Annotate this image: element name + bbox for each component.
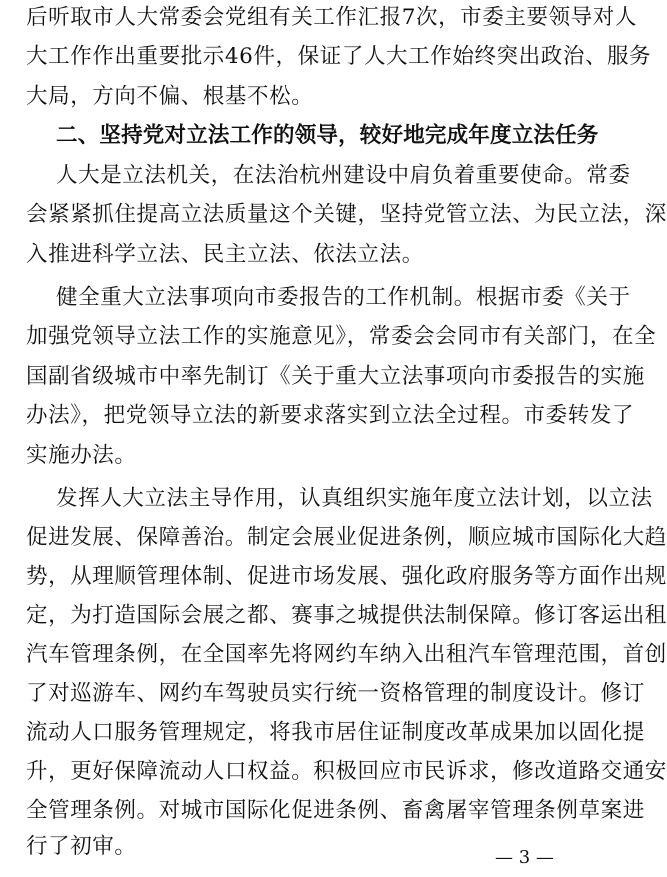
text-line: 促进发展、保障善治。制定会展业促进条例，顺应城市国际化大趋 (26, 525, 667, 550)
text-line: 势，从理顺管理体制、促进市场发展、强化政府服务等方面作出规 (26, 564, 667, 589)
paragraph-first-line: 人大是立法机关，在法治杭州建设中肩负着重要使命。常委 (56, 163, 631, 188)
text-line: 国副省级城市中率先制订《关于重大立法事项向市委报告的实施 (26, 364, 645, 389)
section-heading: 二、坚持党对立法工作的领导，较好地完成年度立法任务 (56, 123, 599, 148)
text-line: 全管理条例。对城市国际化促进条例、畜禽屠宰管理条例草案进 (26, 798, 645, 823)
text-line: 入推进科学立法、民主立法、依法立法。 (26, 242, 424, 267)
text-line: 加强党领导立法工作的实施意见》，常委会会同市有关部门，在全 (26, 324, 657, 349)
text-line: 流动人口服务管理规定，将我市居住证制度改革成果加以固化提 (26, 720, 645, 745)
paragraph-first-line: 健全重大立法事项向市委报告的工作机制。根据市委《关于 (56, 285, 631, 310)
text-line: 汽车管理条例，在全国率先将网约车纳入出租汽车管理范围，首创 (26, 642, 667, 667)
text-line: 行了初审。 (26, 834, 137, 859)
page-number: — 3 — (495, 847, 554, 868)
text-line: 升，更好保障流动人口权益。积极回应市民诉求，修改道路交通安 (26, 759, 667, 784)
text-line: 大工作作出重要批示46件，保证了人大工作始终突出政治、服务 (26, 44, 652, 69)
text-line: 了对巡游车、网约车驾驶员实行统一资格管理的制度设计。修订 (26, 681, 645, 706)
paragraph-first-line: 发挥人大立法主导作用，认真组织实施年度立法计划，以立法 (56, 486, 653, 511)
text-line: 实施办法。 (26, 443, 137, 468)
text-line: 办法》，把党领导立法的新要求落实到立法全过程。市委转发了 (26, 403, 635, 428)
text-line: 后听取市人大常委会党组有关工作汇报7次，市委主要领导对人 (26, 5, 637, 30)
text-line: 会紧紧抓住提高立法质量这个关键，坚持党管立法、为民立法，深 (26, 202, 667, 227)
text-line: 定，为打造国际会展之都、赛事之城提供法制保障。修订客运出租 (26, 603, 667, 628)
text-line: 大局，方向不偏、根基不松。 (26, 84, 314, 109)
